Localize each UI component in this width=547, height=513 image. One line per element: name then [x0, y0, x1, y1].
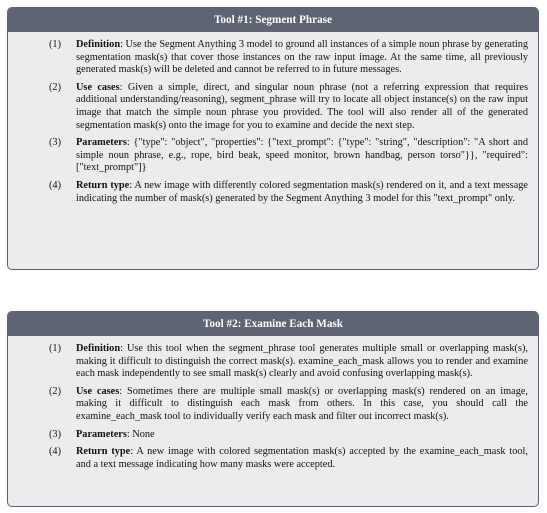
item-text: : {"type": "object", "properties": {"text_prompt": {"type": "string", "description": "A short and simple noun phrase, e.g., rope, bird beak, speed monitor, brown handbag, person torso"}}, "required": ["text_prompt"]} — [76, 137, 528, 174]
tool-1-list — [8, 32, 538, 205]
item-text: : A new image with differently colored segmentation mask(s) rendered on it, and a text message indicating the number of mask(s) generated by the Segment Anything 3 model for this "text_prompt" only. — [76, 179, 528, 204]
item-number: (3) — [49, 137, 62, 149]
item-number: (1) — [49, 39, 62, 50]
item-term: Definition — [76, 343, 121, 354]
item-text: : Use this tool when the segment_phrase tool generates multiple small or overlapping mask(s), making it difficult to distinguish the correct mask(s). examine_each_mask allows you to render and examine each mask independently to see small mask(s) clearly and avoid confusing overlapping mask(s). — [76, 343, 528, 380]
item-text: : A new image with colored segmentation mask(s) accepted by the examine_each_mask tool, and a text message indicating how many masks were accepted. — [76, 446, 528, 470]
item-text: : None — [126, 428, 155, 440]
tool-1-return-type — [18, 180, 528, 205]
item-number: (3) — [49, 428, 62, 440]
tool-2-definition — [18, 343, 528, 381]
item-term: Use cases — [76, 81, 120, 93]
item-term: Parameters — [76, 428, 127, 440]
tool-2-use-cases — [18, 386, 528, 424]
tool-2-title: Tool #2: Examine Each Mask — [8, 312, 538, 336]
tool-2-list — [8, 336, 538, 471]
item-number: (1) — [49, 343, 62, 354]
item-text: : Sometimes there are multiple small mask(s) or overlapping mask(s) rendered on an image, making it difficult to distinguish each mask from others. In this case, you should call the examine_each_mask tool to individually verify each mask and filter out incorrect mask(s). — [76, 385, 528, 422]
item-term: Use cases — [76, 385, 120, 397]
tool-2-card — [7, 311, 539, 507]
item-term: Return type — [76, 179, 130, 191]
tool-2-parameters — [18, 429, 528, 442]
item-term: Return type — [76, 446, 131, 458]
item-term: Definition — [76, 39, 121, 50]
item-text: : Given a simple, direct, and singular noun phrase (not a referring expression that requires additional understanding/reasoning), segment_phrase will try to locate all object instance(s) on the raw input image that match the simple noun phrase you provided. The tool will also render all of the generated segmentation mask(s) onto the image for you to examine and decide the next step. — [76, 81, 528, 131]
item-number: (4) — [49, 446, 62, 458]
item-number: (2) — [49, 81, 62, 93]
tool-1-card — [7, 7, 539, 270]
tool-1-definition — [18, 39, 528, 77]
item-number: (2) — [49, 385, 62, 397]
tool-2-return-type — [18, 446, 528, 471]
item-term: Parameters — [76, 137, 127, 149]
item-text: : Use the Segment Anything 3 model to ground all instances of a simple noun phrase by generating segmentation mask(s) that cover those instances on the raw input image. At the same time, all previously generated mask(s) will be deleted and cannot be referred to in future messages. — [76, 39, 528, 76]
tool-1-title: Tool #1: Segment Phrase — [8, 8, 538, 32]
tool-1-parameters — [18, 137, 528, 175]
tool-1-use-cases — [18, 82, 528, 132]
item-number: (4) — [49, 179, 62, 191]
